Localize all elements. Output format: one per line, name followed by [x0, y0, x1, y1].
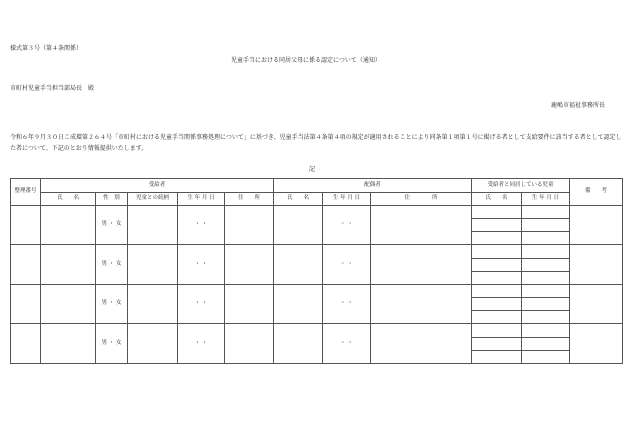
record-mark: 記 — [309, 166, 316, 173]
child-name-cell[interactable] — [472, 311, 522, 324]
child-name-cell[interactable] — [472, 219, 522, 232]
child-birthdate-cell[interactable] — [522, 311, 570, 324]
child-name-cell[interactable] — [472, 271, 522, 284]
spouse-address-cell[interactable] — [371, 245, 472, 284]
spouse-name-cell[interactable] — [274, 284, 323, 323]
header-serial-number: 整理番号 — [11, 179, 41, 206]
sender: 鹿嶋市福祉事務所長 — [551, 102, 606, 109]
spouse-address-cell[interactable] — [371, 206, 472, 245]
recipient-gender-cell[interactable]: 男 ・ 女 — [96, 324, 128, 364]
recipient-name-cell[interactable] — [41, 284, 96, 323]
child-name-cell[interactable] — [472, 324, 522, 337]
recipient-address-cell[interactable] — [225, 206, 274, 245]
child-name-cell[interactable] — [472, 284, 522, 297]
col-spouse-address: 住 所 — [371, 193, 472, 206]
recipient-name-cell[interactable] — [41, 206, 96, 245]
serial-number-cell[interactable] — [11, 206, 41, 245]
child-name-cell[interactable] — [472, 298, 522, 311]
child-birthdate-cell[interactable] — [522, 219, 570, 232]
addressee: 市町村児童手当担当部局長 殿 — [10, 85, 95, 92]
child-birthdate-cell[interactable] — [522, 298, 570, 311]
col-spouse-birthdate: 生 年 月 日 — [323, 193, 371, 206]
child-birthdate-cell[interactable] — [522, 232, 570, 245]
child-name-cell[interactable] — [472, 232, 522, 245]
body-text: 令和６年９月３０日こ成環第２６４号「市町村における児童手当関係事務処理について」に基づき、児童手当法第４条第４項の規定が適用されることにより同条第１項第１号に掲げる者として支給要件に該当する者として認定した者について、下記のとおり情報提供いたします。 — [10, 134, 622, 152]
spouse-birthdate-cell[interactable]: ・ ・ — [323, 324, 371, 364]
recipient-gender-cell[interactable]: 男 ・ 女 — [96, 245, 128, 284]
serial-number-cell[interactable] — [11, 284, 41, 323]
header-cohabiting-children: 受給者と同居している児童 — [472, 179, 570, 193]
child-name-cell[interactable] — [472, 245, 522, 258]
col-recipient-gender: 性 別 — [96, 193, 128, 206]
child-birthdate-cell[interactable] — [522, 245, 570, 258]
recipient-birthdate-cell[interactable]: ・ ・ — [178, 206, 225, 245]
spouse-birthdate-cell[interactable]: ・ ・ — [323, 245, 371, 284]
child-birthdate-cell[interactable] — [522, 324, 570, 337]
child-birthdate-cell[interactable] — [522, 258, 570, 271]
recipient-address-cell[interactable] — [225, 284, 274, 323]
spouse-name-cell[interactable] — [274, 324, 323, 364]
col-recipient-relationship: 児童との続柄 — [128, 193, 178, 206]
spouse-birthdate-cell[interactable]: ・ ・ — [323, 284, 371, 323]
remarks-cell[interactable] — [570, 324, 623, 364]
col-recipient-name: 氏 名 — [41, 193, 96, 206]
recipient-birthdate-cell[interactable]: ・ ・ — [178, 284, 225, 323]
recipient-relationship-cell[interactable] — [128, 245, 178, 284]
child-birthdate-cell[interactable] — [522, 350, 570, 363]
col-spouse-name: 氏 名 — [274, 193, 323, 206]
header-spouse: 配偶者 — [274, 179, 472, 193]
col-recipient-birthdate: 生 年 月 日 — [178, 193, 225, 206]
child-birthdate-cell[interactable] — [522, 337, 570, 350]
recipient-name-cell[interactable] — [41, 245, 96, 284]
information-table — [10, 178, 623, 364]
form-label: 様式第３号（第４条関係） — [10, 45, 83, 52]
recipient-gender-cell[interactable]: 男 ・ 女 — [96, 284, 128, 323]
col-recipient-address: 住 所 — [225, 193, 274, 206]
recipient-name-cell[interactable] — [41, 324, 96, 364]
col-child-name: 氏 名 — [472, 193, 522, 206]
remarks-cell[interactable] — [570, 206, 623, 245]
col-child-birthdate: 生 年 月 日 — [522, 193, 570, 206]
spouse-address-cell[interactable] — [371, 324, 472, 364]
spouse-name-cell[interactable] — [274, 206, 323, 245]
recipient-address-cell[interactable] — [225, 245, 274, 284]
remarks-cell[interactable] — [570, 284, 623, 323]
child-name-cell[interactable] — [472, 206, 522, 219]
recipient-birthdate-cell[interactable]: ・ ・ — [178, 324, 225, 364]
serial-number-cell[interactable] — [11, 324, 41, 364]
child-name-cell[interactable] — [472, 337, 522, 350]
header-remarks: 備 考 — [570, 179, 623, 206]
recipient-relationship-cell[interactable] — [128, 324, 178, 364]
serial-number-cell[interactable] — [11, 245, 41, 284]
recipient-birthdate-cell[interactable]: ・ ・ — [178, 245, 225, 284]
recipient-address-cell[interactable] — [225, 324, 274, 364]
document-title: 児童手当における同居父母に係る認定について（通知） — [231, 57, 381, 64]
child-birthdate-cell[interactable] — [522, 271, 570, 284]
header-recipient: 受給者 — [41, 179, 274, 193]
spouse-birthdate-cell[interactable]: ・ ・ — [323, 206, 371, 245]
recipient-gender-cell[interactable]: 男 ・ 女 — [96, 206, 128, 245]
child-birthdate-cell[interactable] — [522, 284, 570, 297]
recipient-relationship-cell[interactable] — [128, 284, 178, 323]
spouse-name-cell[interactable] — [274, 245, 323, 284]
remarks-cell[interactable] — [570, 245, 623, 284]
child-birthdate-cell[interactable] — [522, 206, 570, 219]
spouse-address-cell[interactable] — [371, 284, 472, 323]
recipient-relationship-cell[interactable] — [128, 206, 178, 245]
child-name-cell[interactable] — [472, 350, 522, 363]
child-name-cell[interactable] — [472, 258, 522, 271]
